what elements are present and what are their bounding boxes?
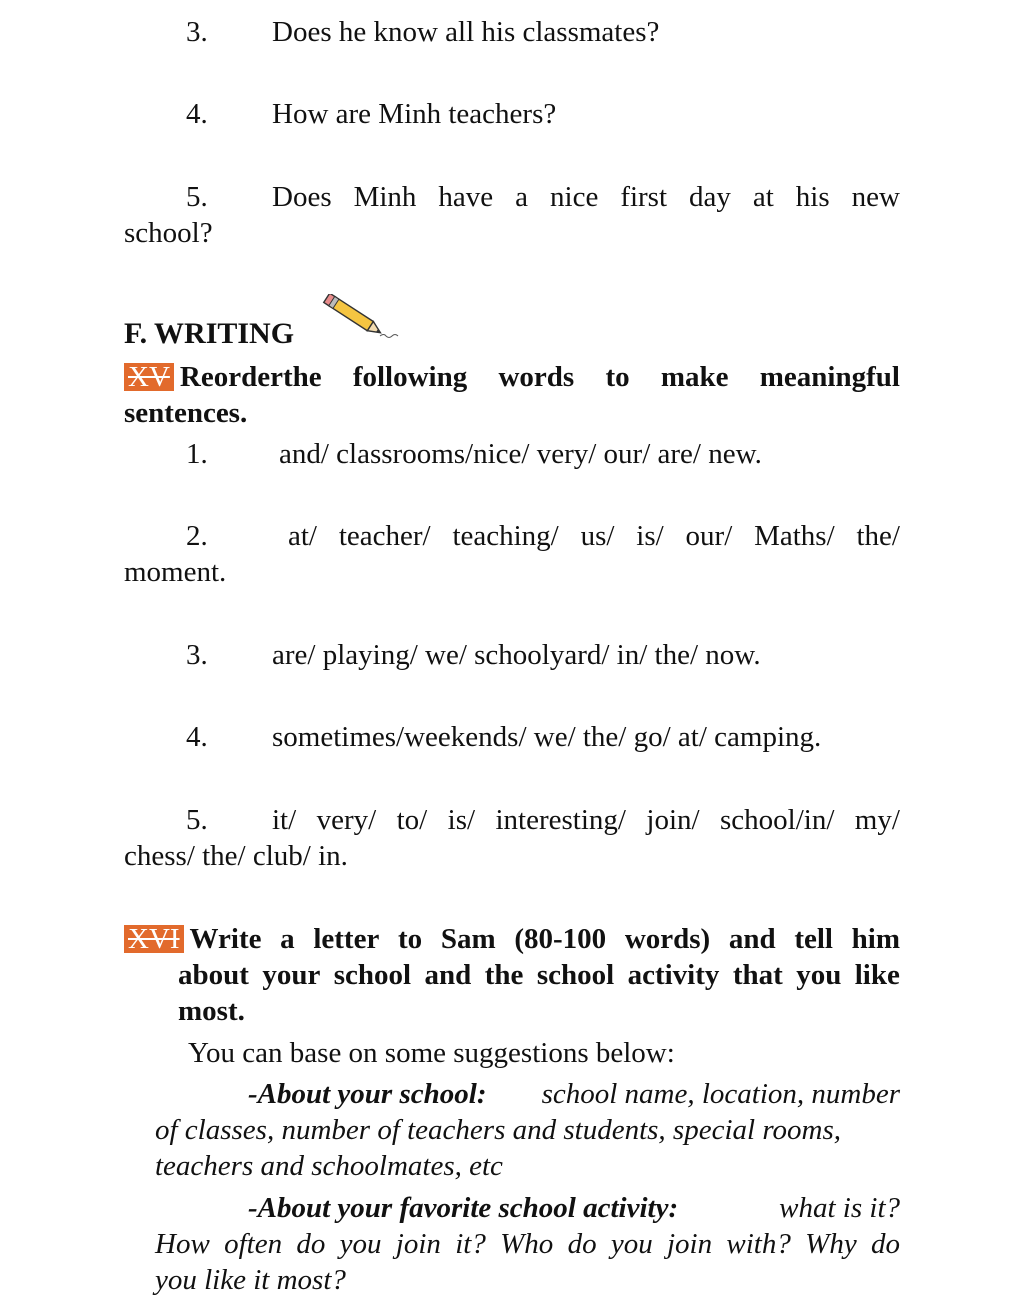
word: my/: [854, 804, 900, 836]
word: at: [752, 181, 774, 213]
reorder-item-2-line2: moment.: [124, 556, 227, 588]
exercise-16-instruction: [124, 921, 900, 957]
word: tell: [794, 923, 833, 955]
word: do: [296, 1228, 326, 1260]
word: at/: [288, 520, 317, 552]
word: words: [498, 361, 575, 393]
question-3-number: 3.: [186, 16, 208, 48]
word: school: [333, 959, 412, 991]
word: meaningful: [759, 361, 900, 393]
word: it?: [455, 1228, 486, 1260]
word: activity: [627, 959, 720, 991]
suggestion-1-label: -About your school:: [248, 1078, 487, 1110]
word: your: [262, 959, 321, 991]
word: us/: [580, 520, 615, 552]
exercise-16-line2: [178, 957, 900, 993]
word: do: [567, 1228, 597, 1260]
word: day: [689, 181, 731, 213]
reorder-item-5-line1: [272, 802, 900, 838]
word: join/: [646, 804, 700, 836]
word: is/: [636, 520, 664, 552]
question-5-line2: school?: [124, 217, 213, 249]
suggestion-2-label: -About your favorite school activity:: [248, 1192, 679, 1224]
word: Write: [189, 923, 262, 955]
pencil-icon: [320, 294, 400, 346]
word: interesting/: [495, 804, 626, 836]
word: words): [624, 923, 711, 955]
exercise-15-line2: sentences.: [124, 397, 248, 429]
question-3-text: Does he know all his classmates?: [272, 16, 660, 48]
word: often: [224, 1228, 283, 1260]
exercise-16-line3: most.: [178, 995, 245, 1027]
word: like: [854, 959, 900, 991]
word: have: [438, 181, 494, 213]
suggestion-1-line2: of classes, number of teachers and students, special rooms,: [155, 1114, 842, 1146]
word: about: [178, 959, 249, 991]
word: Sam: [440, 923, 496, 955]
word: and: [424, 959, 472, 991]
word: you: [339, 1228, 382, 1260]
word: Why: [805, 1228, 857, 1260]
reorder-item-2-number: 2.: [186, 520, 208, 552]
word: you: [610, 1228, 653, 1260]
word: Minh: [353, 181, 417, 213]
question-4-number: 4.: [186, 98, 208, 130]
word: the/: [856, 520, 900, 552]
word: school/in/: [719, 804, 835, 836]
exercise-16-badge: XVI: [124, 925, 184, 953]
question-5-number: 5.: [186, 181, 208, 213]
reorder-item-4-number: 4.: [186, 721, 208, 753]
word: the: [484, 959, 524, 991]
word: him: [851, 923, 900, 955]
word: it/: [272, 804, 297, 836]
word: to: [398, 923, 423, 955]
suggestion-1-line1: [248, 1076, 900, 1112]
word: do: [870, 1228, 900, 1260]
reorder-item-4-text: sometimes/weekends/ we/ the/ go/ at/ camping.: [272, 721, 822, 753]
word: and: [728, 923, 776, 955]
question-4-text: How are Minh teachers?: [272, 98, 557, 130]
word: teaching/: [452, 520, 559, 552]
reorder-item-3-number: 3.: [186, 639, 208, 671]
word: a: [280, 923, 295, 955]
word: (80-100: [514, 923, 607, 955]
suggestion-1-line3: teachers and schoolmates, etc: [155, 1150, 503, 1182]
word: How: [155, 1228, 210, 1260]
word: school: [536, 959, 615, 991]
word: to: [605, 361, 630, 393]
word: following: [352, 361, 468, 393]
reorder-item-1-text: and/ classrooms/nice/ very/ our/ are/ new.: [279, 438, 762, 470]
word: with?: [726, 1228, 791, 1260]
word: to/: [396, 804, 428, 836]
suggestion-2-line1-rest: what is it?: [779, 1192, 900, 1224]
word: Reorderthe: [179, 361, 322, 393]
word: join: [395, 1228, 441, 1260]
reorder-item-2-line1: [288, 518, 900, 554]
exercise-15-badge: XV: [124, 363, 174, 391]
word: a: [515, 181, 529, 213]
word: Who: [500, 1228, 554, 1260]
word: make: [660, 361, 729, 393]
exercise-15-instruction: [124, 359, 900, 395]
question-5-line1: [272, 179, 900, 215]
reorder-item-3-text: are/ playing/ we/ schoolyard/ in/ the/ now.: [272, 639, 761, 671]
word: our/: [685, 520, 733, 552]
word: first: [620, 181, 668, 213]
word: join: [667, 1228, 713, 1260]
suggestion-2-line3: you like it most?: [155, 1264, 346, 1296]
word: is/: [447, 804, 476, 836]
word: Does: [272, 181, 332, 213]
word: his: [795, 181, 830, 213]
suggestion-2-line2: [155, 1226, 900, 1262]
word: that: [732, 959, 783, 991]
suggestion-2-line1: [248, 1190, 900, 1226]
reorder-item-5-number: 5.: [186, 804, 208, 836]
word: new: [851, 181, 900, 213]
section-title: F. WRITING: [124, 317, 295, 350]
suggestion-1-line1-rest: school name, location, number: [541, 1078, 900, 1110]
word: letter: [313, 923, 380, 955]
reorder-item-1-number: 1.: [186, 438, 208, 470]
exercise-15-line1: [180, 359, 900, 395]
word: Maths/: [754, 520, 835, 552]
word: nice: [550, 181, 599, 213]
suggestion-intro: You can base on some suggestions below:: [188, 1037, 675, 1069]
reorder-item-5-line2: chess/ the/ club/ in.: [124, 840, 348, 872]
word: teacher/: [338, 520, 431, 552]
exercise-16-line1: [190, 921, 900, 957]
word: very/: [316, 804, 377, 836]
word: you: [796, 959, 842, 991]
